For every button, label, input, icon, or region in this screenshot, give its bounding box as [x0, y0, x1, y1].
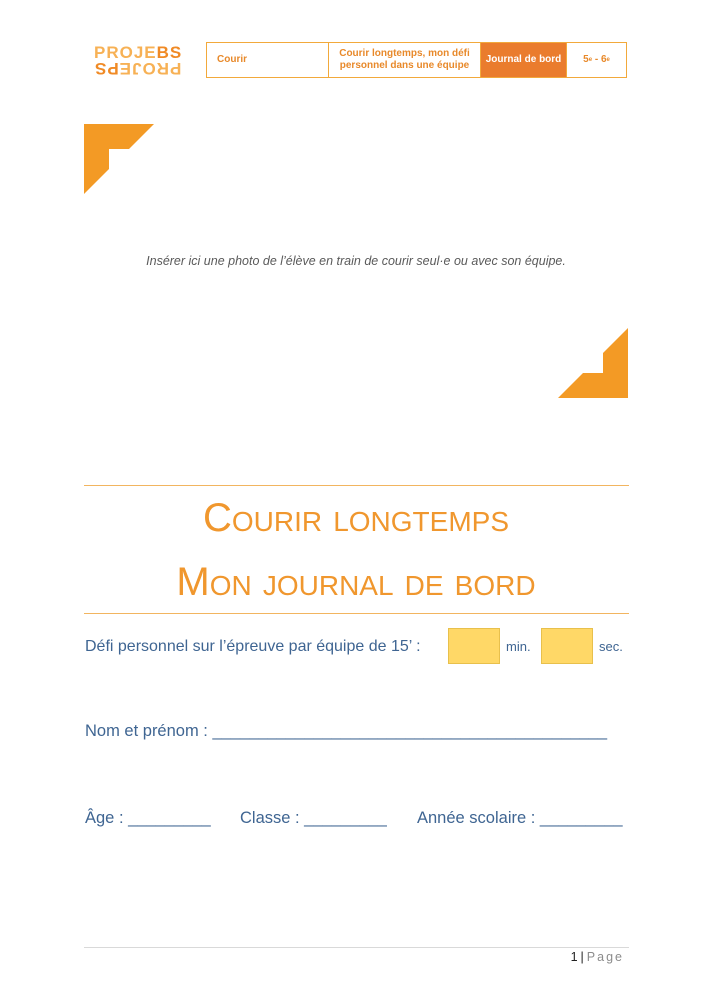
photo-placeholder-text: Insérer ici une photo de l’élève en train de courir seul·e ou avec son équipe.: [146, 254, 566, 268]
document-title-line-1: Courir longtemps: [202, 496, 510, 540]
challenge-row: [85, 628, 630, 668]
logo-text-mirrored: PROJEPS: [94, 59, 182, 78]
page-number: 1: [570, 950, 578, 964]
header-level: 5 e - 6 e: [583, 54, 610, 65]
title-rule-bottom: [84, 613, 629, 614]
minutes-unit: min.: [506, 639, 531, 654]
header-table: [206, 42, 627, 78]
title-rule-top: [84, 485, 629, 486]
photo-frame-corner-bottom-right: [558, 328, 628, 398]
logo-text-top: PROJEBS: [94, 43, 183, 62]
header-activity: Courir: [207, 43, 329, 77]
minutes-input-box[interactable]: [448, 628, 500, 664]
name-field[interactable]: Nom et prénom : ___________________________________________: [85, 722, 608, 740]
age-field[interactable]: Âge : _________: [85, 809, 211, 827]
challenge-label: Défi personnel sur l’épreuve par équipe de 15’ :: [85, 638, 421, 655]
photo-frame-corner-top-left: [84, 124, 154, 194]
seconds-input-box[interactable]: [541, 628, 593, 664]
document-title-line-2: Mon journal de bord: [176, 560, 536, 604]
footer-rule: [84, 947, 629, 948]
class-field[interactable]: Classe : _________: [240, 809, 387, 827]
seconds-unit: sec.: [599, 639, 623, 654]
projebs-logo: [94, 44, 190, 78]
header-subtitle: Courir longtemps, mon défi personnel dans une équipe: [329, 43, 481, 77]
page-label: Page: [586, 950, 624, 964]
header-doc-type: Journal de bord: [481, 43, 567, 77]
school-year-field[interactable]: Année scolaire : _________: [417, 809, 623, 827]
page-footer: 1 | Page: [570, 950, 624, 964]
